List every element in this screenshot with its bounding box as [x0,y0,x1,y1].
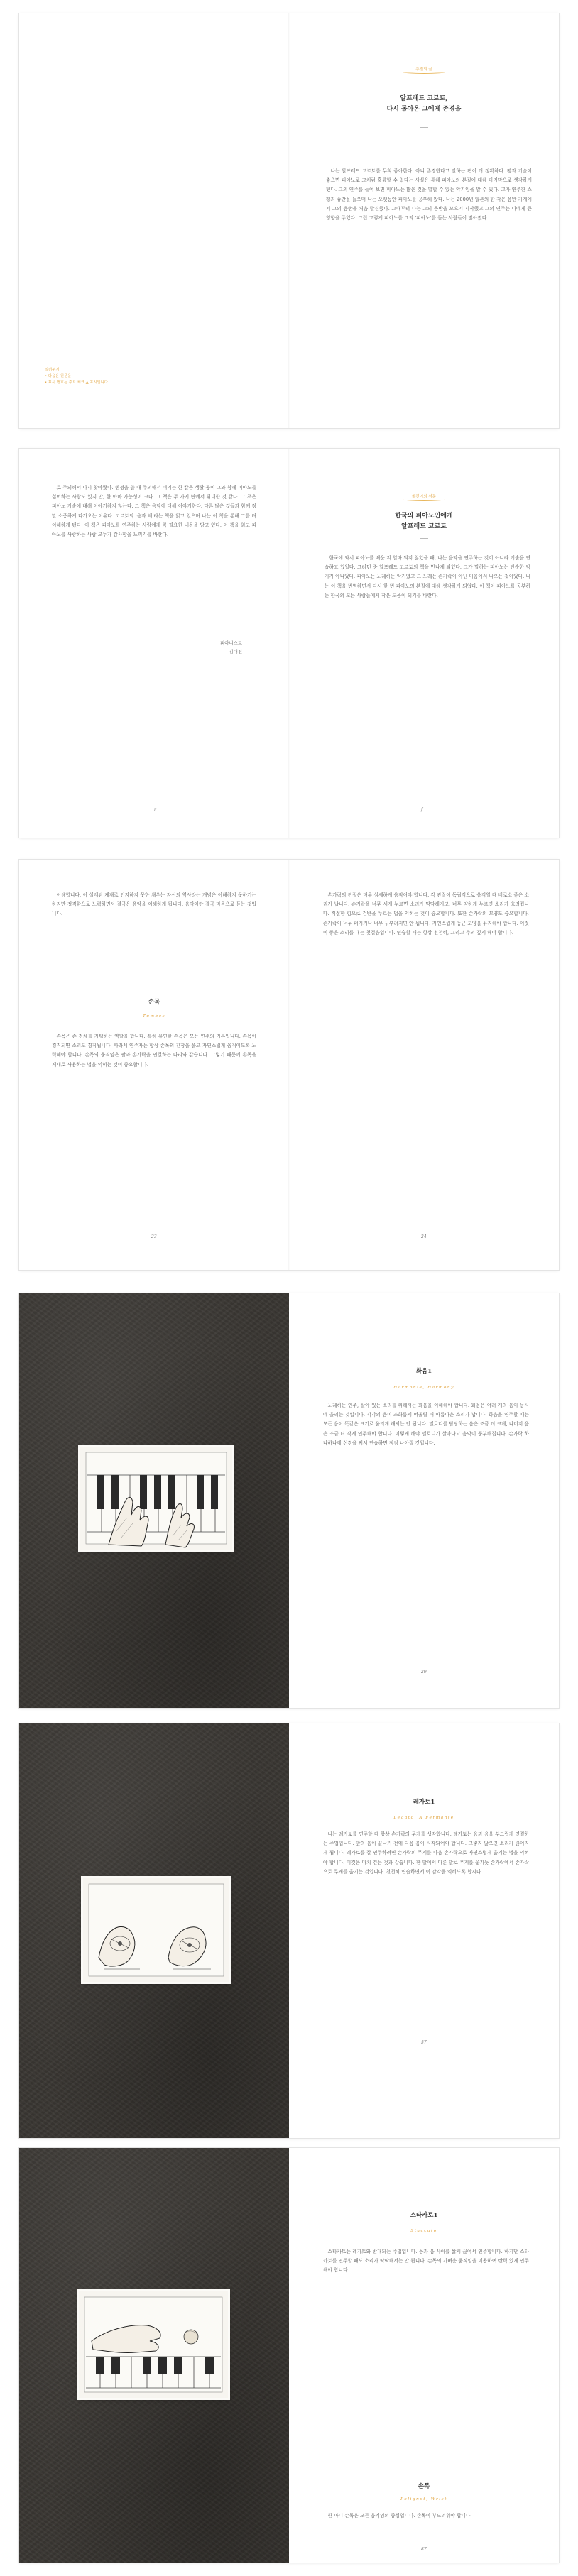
body-text-2 [52,1032,256,1070]
paragraph: 로 주의해서 다시 찾아봤다. 빈정을 쓸 때 주의해서 여기는 한 칼은 생활 동이 그와 함께 피아노를 싫어하는 사람도 있지 만, 한 아마 가능성이 크다. 그 책은 두 가지 면에서 위대한 것 같다. 그 책은 피아노 기술에 대해 이야기하지 않는다. 그 책은 음악에 대해 이야기한다. 다른 많은 것들과 함께 정말 소중하게 다가오는 이유다. 코르토의 '음과 해'라는 책을 읽고 있으며 나는 이 책을 통해 그를 더 이해하게 됐다. 이 책은 피아노를 연주하는 사람에게 꼭 필요한 내용을 담고 있다. 이 책을 읽고 피아노를 사랑하는 사람 모두가 감사함을 느끼기를 바란다. [52,485,256,538]
hands-on-keys-drawing [80,1447,232,1550]
hands-exercise-drawing [83,1878,229,1982]
body-text [323,2247,529,2276]
body-text [325,554,530,601]
section-subtitle-2: Polignet, Wrist [400,2497,447,2501]
spread-2 [19,449,559,838]
spread-4 [19,1293,559,1708]
page-number: 29 [421,1670,427,1675]
page-number: 24 [421,1234,427,1239]
paragraph: 한 마디 손목은 모든 움직임의 중심입니다. 손목이 부드러워야 합니다. [327,2513,472,2519]
illustration-page [19,1723,289,2138]
signature-role: 피아니스트 [220,640,242,646]
page-right [289,860,559,1270]
caption-line: • 표시 번호는 주요 체크 ▲ 표시입니다 [45,380,108,385]
essay-title [289,94,559,115]
body-text [323,1830,529,1877]
page-left [19,449,289,838]
hand-staccato-drawing [79,2291,228,2398]
spread-3 [19,860,559,1270]
spread-6 [19,2148,559,2563]
body-text [323,1401,529,1448]
illustration-hands-weights [83,1878,229,1982]
page-right [289,449,559,838]
kicker-swash [403,498,445,501]
section-title: 화음1 [415,1368,432,1375]
page-left [19,860,289,1270]
footnote-caption [45,367,130,386]
title-rule [420,538,428,539]
signature-name: 김대진 [229,649,242,654]
illustration-hand-staccato [79,2291,228,2398]
illustration-page [19,2148,289,2563]
page-number: 𝑓 [421,807,423,812]
kicker: 옮긴이의 서문 [411,495,437,499]
section-subtitle: Tumbes [142,1014,166,1019]
page-left [19,13,289,428]
title-rule [420,127,428,128]
page-number: 57 [421,2040,427,2045]
kicker: 추천의 글 [415,67,432,72]
page-right [289,2148,559,2563]
paragraph: 한국에 와서 피아노를 배운 지 얼마 되지 않았을 때, 나는 음악을 연주하는 것이 아니라 기술을 연습하고 있었다. 그러던 중 알프레드 코르토의 책을 만나게 되었다. 그가 말하는 피아노는 단순한 악기가 아니었다. 피아노는 노래하는 악기였고 그 노래는 손가락이 아닌 마음에서 나오는 것이었다. 나는 이 책을 번역하면서 다시 한 번 피아노의 본질에 대해 생각하게 되었다. 이 책이 피아노를 공부하는 한국의 모든 사람들에게 작은 도움이 되기를 바란다. [325,555,530,598]
page-number: 87 [421,2547,427,2552]
section-title-2: 손목 [418,2483,430,2490]
title-line-2: 다시 돌아온 그에게 존경을 [386,106,462,113]
page-number: 23 [151,1234,157,1239]
section-subtitle: Staccato [410,2229,437,2233]
page-right [289,1723,559,2138]
paragraph: 스타카토는 레가토와 반대되는 주법입니다. 음과 음 사이를 짧게 끊어서 연주합니다. 하지만 스타카토를 연주할 때도 소리가 딱딱해서는 안 됩니다. 손목의 가벼운 움직임을 이용하여 탄력 있게 연주해야 합니다. [323,2249,529,2274]
section-subtitle: Legato, A Fermante [393,1816,454,1820]
title-line-1: 알프레드 코르토, [400,95,448,102]
title-line-2: 알프레드 코르토 [401,523,447,530]
body-text [323,891,529,938]
illustration-hands-piano [80,1447,232,1550]
paragraph: 손목은 손 전체를 지탱하는 역할을 합니다. 특히 유연한 손목은 모든 연주의 기본입니다. 손목이 경직되면 소리도 경직됩니다. 따라서 연주자는 항상 손목의 긴장을 풀고 자연스럽게 움직이도록 노력해야 합니다. 손목의 움직임은 팔과 손가락을 연결하는 다리와 같습니다. 그렇기 때문에 손목을 제대로 사용하는 법을 익히는 것이 중요합니다. [52,1034,256,1068]
section-title: 스타카토1 [410,2212,438,2219]
section-title: 손목 [148,999,160,1006]
section-subtitle: Harmonie, Harmony [393,1386,454,1390]
body-text [52,891,256,919]
signature [147,639,242,656]
paragraph: 노래하는 연주, 살아 있는 소리를 위해서는 화음을 이해해야 합니다. 화음은 여러 개의 음이 동시에 울리는 것입니다. 각각의 음이 조화롭게 어울릴 때 아름다운 소리가 납니다. 화음을 연주할 때는 모든 음이 똑같은 크기로 울리게 해서는 안 됩니다. 멜로디를 담당하는 음은 조금 더 크게, 나머지 음은 조금 더 작게 연주해야 합니다. 이렇게 해야 멜로디가 살아나고 음악이 풍부해집니다. 손가락 하나하나에 신경을 써서 연습하면 점점 나아질 것입니다. [323,1403,529,1446]
paragraph: 이해합니다. 이 설계된 제재로 인지하지 못한 채우는 자신의 역사라는 개념은 이해하지 못하기는 하지만 정직함으로 노력하면서 결국은 음악을 이해하게 됩니다. 음악이란 결국 마음으로 듣는 것입니다. [52,892,256,917]
paragraph: 손가락의 관절은 매우 섬세하게 움직여야 합니다. 각 관절이 독립적으로 움직일 때 비로소 좋은 소리가 납니다. 손가락을 너무 세게 누르면 소리가 딱딱해지고, 너무 약하게 누르면 소리가 흐려집니다. 적절한 힘으로 건반을 누르는 법을 익히는 것이 중요합니다. 또한 손가락의 모양도 중요합니다. 손가락이 너무 펴지거나 너무 구부러지면 안 됩니다. 자연스럽게 둥근 모양을 유지해야 합니다. 이것이 좋은 소리를 내는 첫걸음입니다. 연습할 때는 항상 천천히, 그리고 주의 깊게 해야 합니다. [323,892,529,936]
page-right [289,1293,559,1708]
body-text [326,167,532,223]
paragraph: 나는 알프레드 코르토를 무척 좋아한다. 아니 존경한다고 말하는 편이 더 정확하다. 평과 기술이 좋으면 피아노로 그처럼 훌륭할 수 있다는 사실은 통해 피아노의 본질에 대해 마지막으로 생각하게 됐다. 그의 연주를 들어 보면 피아노는 많은 것을 말할 수 있는 악기임을 알 수 있다. 그가 연주한 쇼팽과 슈만을 들으며 나는 오랫동안 피아노를 공부해 왔다. 나는 2000년 일본의 한 작은 음반 가게에서 그의 음반을 처음 발견했다. 그때부터 나는 그의 음반을 모으기 시작했고 그의 연주는 나에게 큰 영향을 주었다. 그런 그렇게 피아노를 그의 '피아노'를 듣는 사람들이 많아졌다. [326,168,532,221]
body-text-2 [323,2511,529,2521]
kicker-swash [403,70,445,74]
spread-5 [19,1723,559,2138]
page-number: 𝑟 [154,807,156,812]
section-title: 레가토1 [413,1799,435,1806]
illustration-page [19,1293,289,1708]
paragraph: 나는 레가토를 연주할 때 항상 손가락의 무게를 생각합니다. 레가토는 음과 음을 부드럽게 연결하는 주법입니다. 앞의 음이 끝나기 전에 다음 음이 시작되어야 합니다. 그렇지 않으면 소리가 끊어지게 됩니다. 레가토를 잘 연주하려면 손가락의 무게를 다음 손가락으로 자연스럽게 옮기는 법을 익혀야 합니다. 이것은 마치 걷는 것과 같습니다. 한 발에서 다른 발로 무게를 옮기듯 손가락에서 손가락으로 무게를 옮기는 것입니다. 천천히 연습하면서 이 감각을 익히도록 합시다. [323,1831,529,1875]
title-line-1: 한국의 피아노인에게 [395,513,453,520]
page-right [289,13,559,428]
spread-1 [19,13,559,428]
body-text [52,483,256,539]
essay-title [289,511,559,532]
caption-line: 일러두기 [45,368,60,372]
caption-line: • 다음은 원문을 [45,374,72,378]
